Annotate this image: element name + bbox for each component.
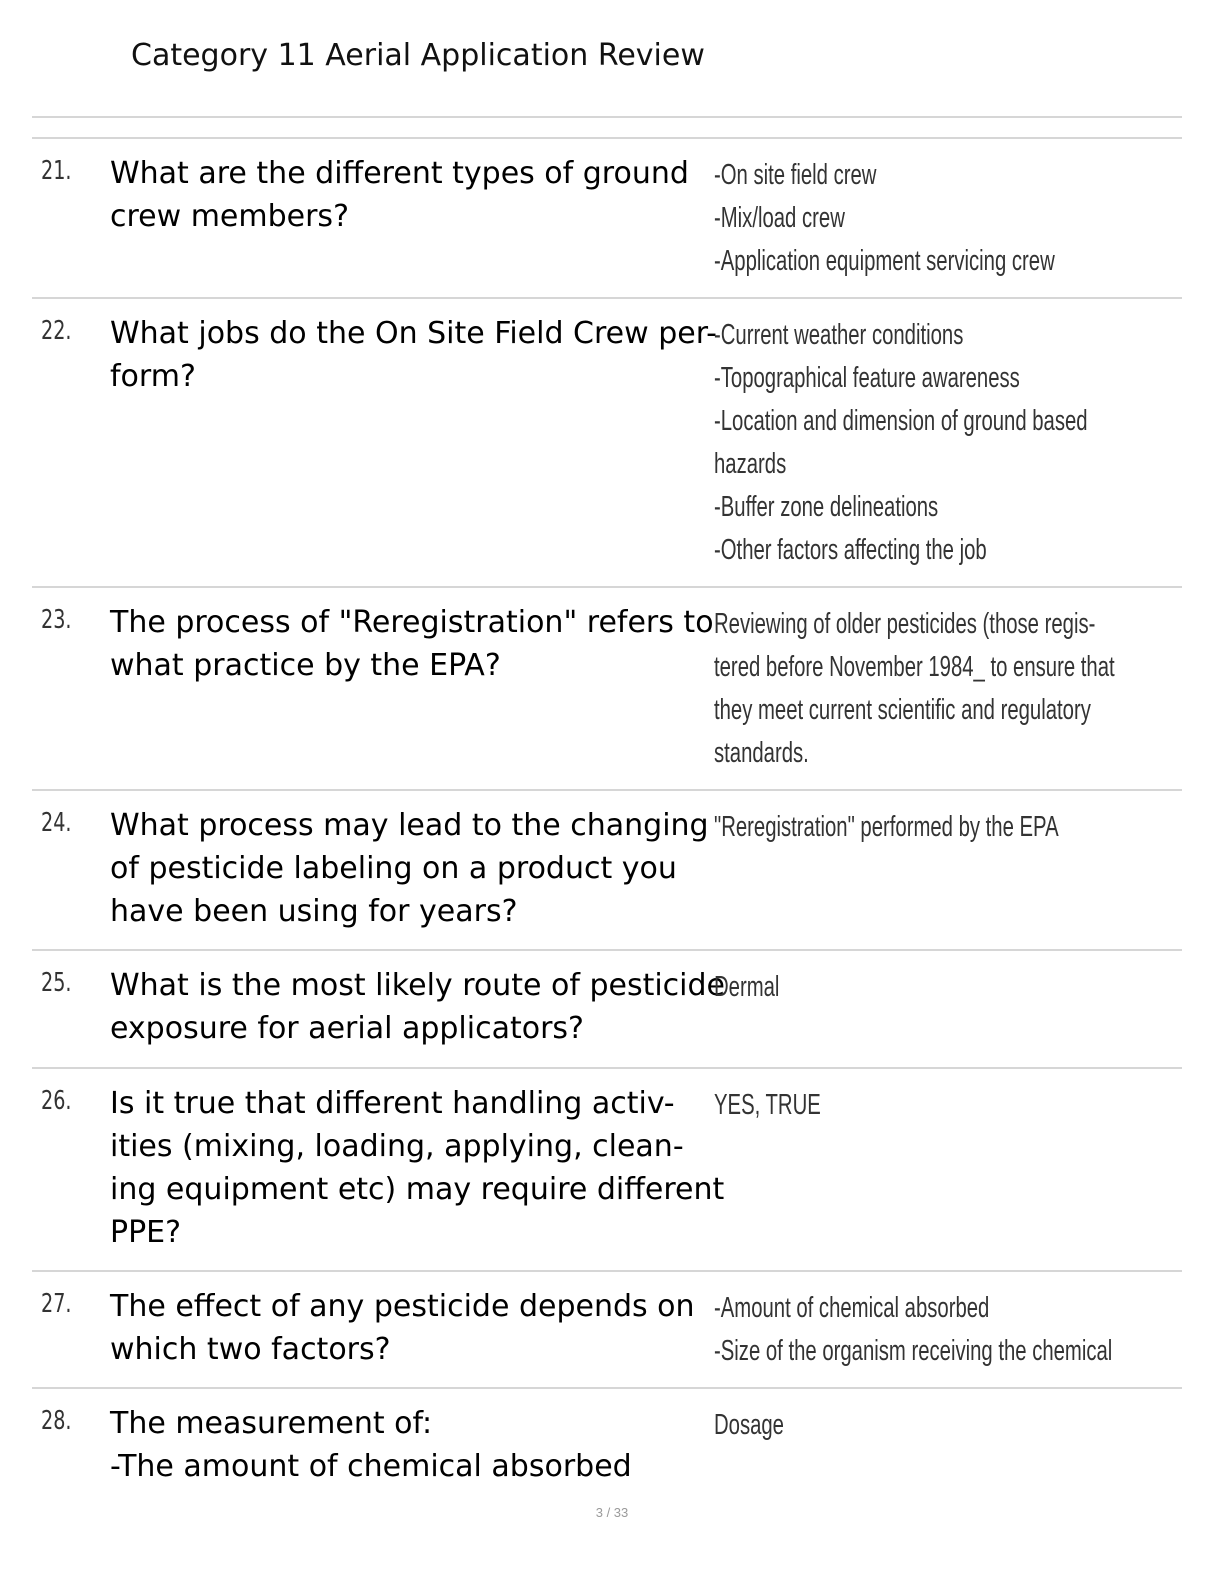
card-number: 26. bbox=[41, 1086, 72, 1116]
card-term bbox=[110, 804, 710, 933]
definition-line: -Mix/load crew bbox=[714, 202, 845, 234]
definition-line: -Topographical feature awareness bbox=[714, 362, 1020, 394]
term-line: The effect of any pesticide depends on bbox=[110, 1289, 695, 1324]
flashcard-26 bbox=[32, 1069, 1182, 1272]
page-title: Category 11 Aerial Application Review bbox=[131, 38, 705, 73]
term-line: crew members? bbox=[110, 199, 349, 234]
card-number: 28. bbox=[41, 1406, 72, 1436]
card-term bbox=[110, 152, 710, 238]
card-definition bbox=[714, 966, 1180, 1009]
card-definition bbox=[714, 314, 1180, 572]
term-line: of pesticide labeling on a product you bbox=[110, 851, 677, 886]
definition-line: "Reregistration" performed by the EPA bbox=[714, 811, 1059, 843]
definition-line: -Application equipment servicing crew bbox=[714, 245, 1055, 277]
term-line: What jobs do the On Site Field Crew per- bbox=[110, 316, 717, 351]
definition-line: -On site field crew bbox=[714, 159, 877, 191]
term-line: -The amount of chemical absorbed bbox=[110, 1449, 632, 1484]
flashcard-list bbox=[32, 139, 1182, 1499]
term-line: What are the different types of ground bbox=[110, 156, 689, 191]
definition-line: they meet current scientific and regulatory bbox=[714, 694, 1091, 726]
term-line: What is the most likely route of pesticide bbox=[110, 968, 725, 1003]
term-line: have been using for years? bbox=[110, 894, 518, 929]
definition-line: Dosage bbox=[714, 1409, 784, 1441]
page-indicator: 3 / 33 bbox=[595, 1505, 629, 1520]
definition-line: standards. bbox=[714, 737, 809, 769]
flashcard-21 bbox=[32, 139, 1182, 299]
term-line: What process may lead to the changing bbox=[110, 808, 709, 843]
definition-line: -Location and dimension of ground based bbox=[714, 405, 1088, 437]
flashcard-25 bbox=[32, 951, 1182, 1069]
definition-line: Dermal bbox=[714, 971, 780, 1003]
card-term bbox=[110, 964, 725, 1050]
term-line: The measurement of: bbox=[110, 1406, 433, 1441]
card-term bbox=[110, 1402, 710, 1488]
term-line: form? bbox=[110, 359, 196, 394]
card-definition bbox=[714, 1287, 1180, 1373]
card-term bbox=[110, 1285, 710, 1371]
term-line: exposure for aerial applicators? bbox=[110, 1011, 584, 1046]
card-number: 21. bbox=[41, 156, 72, 186]
term-line: Is it true that different handling activ- bbox=[110, 1086, 675, 1121]
definition-line: -Buffer zone delineations bbox=[714, 491, 939, 523]
flashcard-24 bbox=[32, 791, 1182, 951]
card-definition bbox=[714, 1404, 1180, 1447]
card-term bbox=[110, 1082, 725, 1254]
card-number: 27. bbox=[41, 1289, 72, 1319]
term-line: ing equipment etc) may require different bbox=[110, 1172, 725, 1207]
flashcard-23 bbox=[32, 588, 1182, 791]
definition-line: -Current weather conditions bbox=[714, 319, 964, 351]
term-line: which two factors? bbox=[110, 1332, 391, 1367]
card-definition bbox=[714, 806, 1180, 849]
term-line: ities (mixing, loading, applying, clean- bbox=[110, 1129, 684, 1164]
flashcard-22 bbox=[32, 299, 1182, 588]
card-number: 25. bbox=[41, 968, 72, 998]
definition-line: tered before November 1984_ to ensure that bbox=[714, 651, 1115, 683]
card-number: 24. bbox=[41, 808, 72, 838]
flashcard-28 bbox=[32, 1389, 1182, 1499]
card-term bbox=[110, 312, 717, 398]
definition-line: -Other factors affecting the job bbox=[714, 534, 987, 566]
term-line: PPE? bbox=[110, 1215, 182, 1250]
definition-line: Reviewing of older pesticides (those regis- bbox=[714, 608, 1096, 640]
card-definition bbox=[714, 1084, 1180, 1127]
card-definition bbox=[714, 154, 1180, 283]
card-term bbox=[110, 601, 714, 687]
card-number: 23. bbox=[41, 605, 72, 635]
term-line: what practice by the EPA? bbox=[110, 648, 501, 683]
flashcard-27 bbox=[32, 1272, 1182, 1389]
definition-line: hazards bbox=[714, 448, 787, 480]
card-number: 22. bbox=[41, 316, 72, 346]
header-divider bbox=[32, 116, 1182, 118]
definition-line: -Size of the organism receiving the chemical bbox=[714, 1335, 1113, 1367]
term-line: The process of "Reregistration" refers to bbox=[110, 605, 714, 640]
card-definition bbox=[714, 603, 1180, 775]
definition-line: -Amount of chemical absorbed bbox=[714, 1292, 990, 1324]
definition-line: YES, TRUE bbox=[714, 1089, 821, 1121]
